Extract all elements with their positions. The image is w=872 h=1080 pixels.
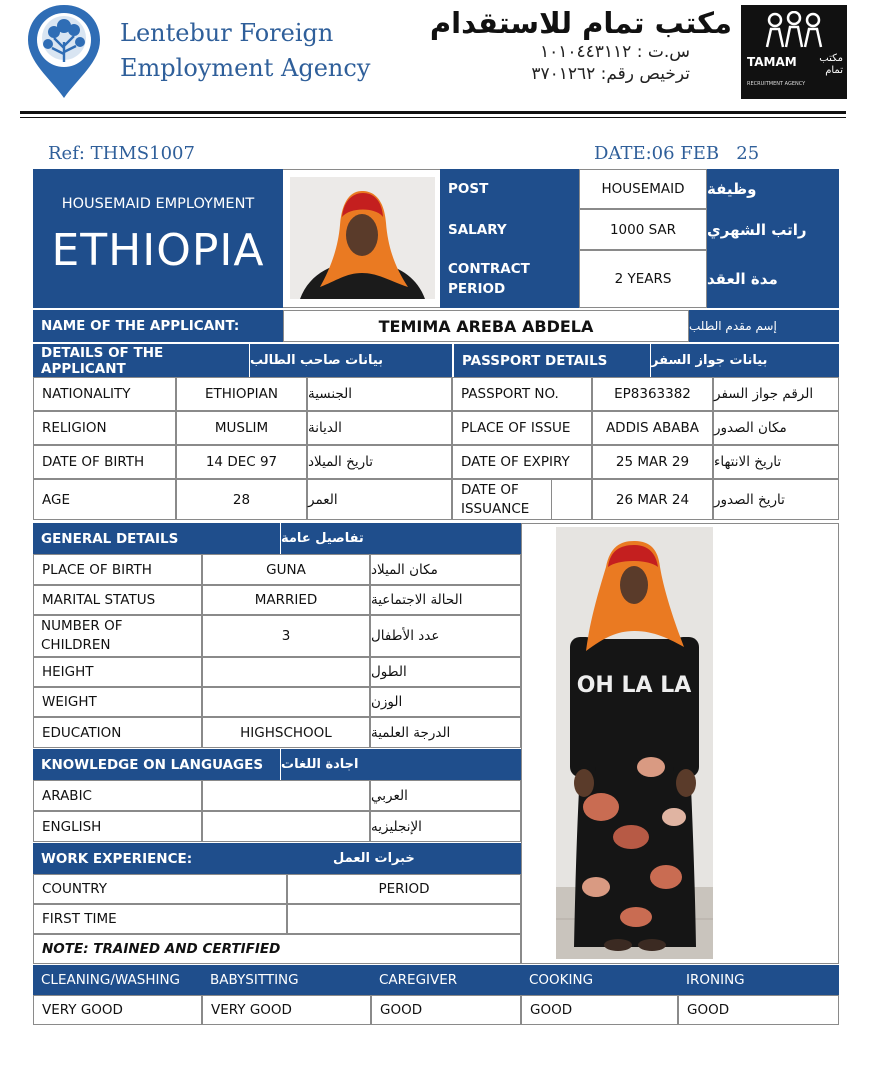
passport-label: PLACE OF ISSUE [452, 411, 592, 445]
detail-label: NATIONALITY [33, 377, 176, 411]
general-header-label: GENERAL DETAILS [33, 523, 280, 554]
general-arabic: الدرجة العلمية [370, 717, 521, 748]
skill-level: VERY GOOD [202, 995, 371, 1025]
general-header-arabic: تفاصيل عامة [280, 523, 521, 554]
work-country-label: COUNTRY [33, 874, 287, 904]
details-header-label: DETAILS OF THE APPLICANT [33, 344, 249, 377]
arabic-office-name: مكتب تمام للاستقدام [429, 6, 732, 40]
general-arabic: عدد الأطفال [370, 615, 521, 657]
passport-arabic: تاريخ الانتهاء [713, 445, 839, 479]
language-value [202, 780, 370, 811]
general-label: WEIGHT [33, 687, 202, 717]
general-value: 3 [202, 615, 370, 657]
language-value [202, 811, 370, 842]
detail-arabic: الجنسية [307, 377, 452, 411]
arabic-cr-number: س.ت : ١٠١٠٤٤٣١١٢ [539, 42, 690, 62]
document-date: DATE:06 FEB 25 [594, 143, 760, 164]
banner [33, 169, 283, 308]
general-label: EDUCATION [33, 717, 202, 748]
post-value: HOUSEMAID [579, 169, 707, 209]
passport-label: PASSPORT NO. [452, 377, 592, 411]
skill-level: GOOD [678, 995, 839, 1025]
skill-name: IRONING [678, 965, 839, 995]
language-label: ENGLISH [33, 811, 202, 842]
passport-value: 26 MAR 24 [592, 479, 713, 520]
passport-header-label: PASSPORT DETAILS [452, 344, 650, 377]
detail-label: AGE [33, 479, 176, 520]
passport-value: ADDIS ABABA [592, 411, 713, 445]
applicant-name-arabic: إسم مقدم الطلب [689, 310, 839, 342]
contract-period-label-bg [560, 250, 579, 308]
work-first-time: FIRST TIME [33, 904, 287, 934]
passport-label: DATE OF ISSUANCE [452, 479, 552, 520]
detail-value: ETHIOPIAN [176, 377, 307, 411]
tamam-logo-sub: RECRUITMENT AGENCY [747, 81, 806, 87]
general-value [202, 657, 370, 687]
general-value: GUNA [202, 554, 370, 585]
language-label: ARABIC [33, 780, 202, 811]
passport-arabic: مكان الصدور [713, 411, 839, 445]
applicant-portrait-photo [290, 177, 435, 299]
general-arabic: الحالة الاجتماعية [370, 585, 521, 615]
language-arabic: الإنجليزيه [370, 811, 521, 842]
detail-value: MUSLIM [176, 411, 307, 445]
general-value: MARRIED [202, 585, 370, 615]
detail-label: RELIGION [33, 411, 176, 445]
general-value: HIGHSCHOOL [202, 717, 370, 748]
skill-name: CLEANING/WASHING [33, 965, 202, 995]
agency-name-line1: Lentebur Foreign [120, 19, 334, 47]
general-label: PLACE OF BIRTH [33, 554, 202, 585]
agency-logo-pin [24, 2, 104, 100]
general-value [202, 687, 370, 717]
passport-arabic: تاريخ الصدور [713, 479, 839, 520]
header-divider [20, 111, 846, 114]
header-divider-thin [20, 117, 846, 118]
general-label: NUMBER OF CHILDREN [41, 618, 123, 653]
contract-period-label: CONTRACT PERIOD [440, 250, 560, 308]
work-period-label: PERIOD [287, 874, 521, 904]
banner-subtitle: HOUSEMAID EMPLOYMENT [61, 196, 255, 212]
banner-country: ETHIOPIA [51, 225, 265, 276]
post-arabic: وظيفة [707, 169, 839, 209]
work-first-time-period [287, 904, 521, 934]
skill-level: VERY GOOD [33, 995, 202, 1025]
contract-period-arabic: مدة العقد [707, 250, 839, 308]
skill-name: COOKING [521, 965, 678, 995]
work-header-label: WORK EXPERIENCE: [33, 843, 333, 874]
skill-name: BABYSITTING [202, 965, 371, 995]
skill-level: GOOD [371, 995, 521, 1025]
detail-arabic: الديانة [307, 411, 452, 445]
agency-name [120, 16, 400, 86]
applicant-name-value: TEMIMA AREBA ABDELA [283, 310, 689, 342]
skill-level: GOOD [521, 995, 678, 1025]
passport-label-frame [452, 479, 592, 520]
passport-header-arabic: بيانات جواز السفر [650, 344, 839, 377]
work-header-arabic: خبرات العمل [333, 843, 521, 874]
applicant-full-body-photo [556, 527, 713, 959]
people-icon [759, 11, 829, 51]
passport-arabic: الرقم جواز السفر [713, 377, 839, 411]
detail-label: DATE OF BIRTH [33, 445, 176, 479]
language-arabic: العربي [370, 780, 521, 811]
agency-name-line2: Employment Agency [120, 54, 371, 82]
salary-value: 1000 SAR [579, 209, 707, 250]
detail-arabic: تاريخ الميلاد [307, 445, 452, 479]
general-label: HEIGHT [33, 657, 202, 687]
languages-header-label: KNOWLEDGE ON LANGUAGES [33, 749, 280, 780]
skill-name: CAREGIVER [371, 965, 521, 995]
note-text: NOTE: TRAINED AND CERTIFIED [33, 934, 521, 964]
passport-value: EP8363382 [592, 377, 713, 411]
detail-arabic: العمر [307, 479, 452, 520]
contract-period-value: 2 YEARS [579, 250, 707, 308]
general-arabic: الطول [370, 657, 521, 687]
post-label: POST [440, 169, 579, 209]
general-arabic: مكان الميلاد [370, 554, 521, 585]
details-header-arabic: بيانات صاحب الطالب [249, 344, 452, 377]
applicant-name-label: NAME OF THE APPLICANT: [33, 310, 283, 342]
shirt-text: OH LA LA [576, 673, 692, 698]
detail-value: 14 DEC 97 [176, 445, 307, 479]
general-label: MARITAL STATUS [33, 585, 202, 615]
tamam-logo-text: TAMAM [747, 55, 797, 69]
salary-label: SALARY [440, 209, 579, 250]
tamam-logo-arabic: مكتب تمام [819, 53, 843, 76]
general-arabic: الوزن [370, 687, 521, 717]
languages-header-arabic: اجادة اللغات [280, 749, 521, 780]
tamam-logo [741, 5, 847, 99]
passport-label: DATE OF EXPIRY [452, 445, 592, 479]
salary-arabic: راتب الشهري [707, 209, 839, 250]
passport-value: 25 MAR 29 [592, 445, 713, 479]
arabic-license-number: ترخيص رقم: ٣٧٠١٢٦٢ [531, 64, 690, 84]
detail-value: 28 [176, 479, 307, 520]
reference-number: Ref: THMS1007 [48, 143, 195, 164]
